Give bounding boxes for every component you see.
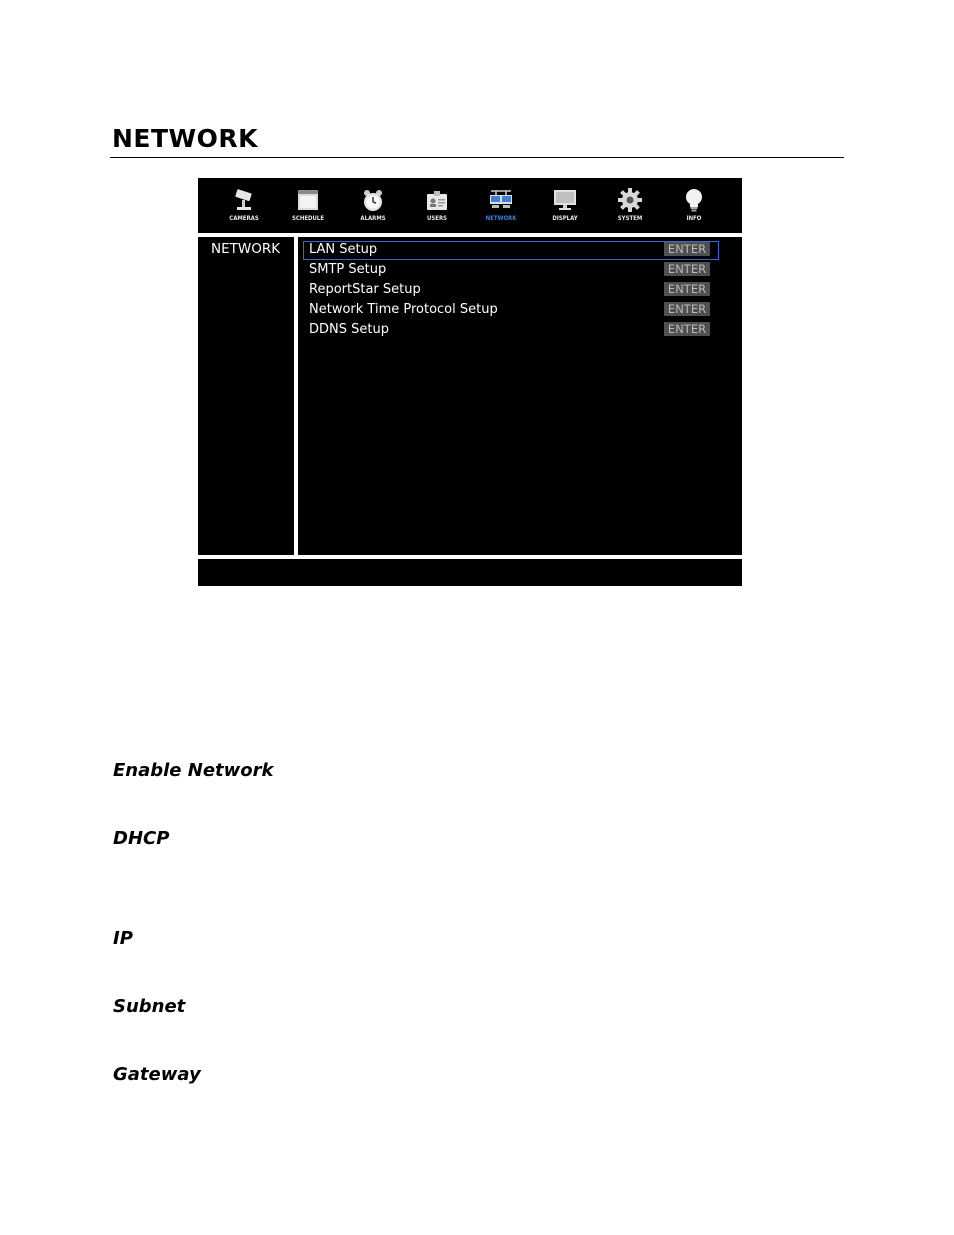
tab-label: NETWORK bbox=[485, 215, 517, 222]
section-heading-gateway: Gateway bbox=[113, 1064, 201, 1085]
menu-item-smtp-setup[interactable] bbox=[303, 261, 717, 278]
tab-label: ALARMS bbox=[360, 215, 386, 222]
tab-display[interactable] bbox=[535, 186, 595, 232]
menu-item-ntp-setup[interactable] bbox=[303, 301, 717, 318]
enter-button[interactable]: ENTER bbox=[664, 322, 710, 336]
enter-button[interactable]: ENTER bbox=[664, 262, 710, 276]
tab-label: CAMERAS bbox=[229, 215, 259, 222]
top-icon-bar bbox=[198, 178, 742, 233]
title-divider bbox=[110, 157, 844, 158]
alarm-clock-icon bbox=[361, 188, 385, 212]
menu-item-lan-setup[interactable] bbox=[303, 241, 719, 260]
side-panel-label: NETWORK bbox=[211, 241, 281, 257]
menu-divider bbox=[198, 233, 742, 237]
users-icon bbox=[425, 188, 449, 212]
menu-item-label: Network Time Protocol Setup bbox=[309, 302, 498, 317]
menu-divider bbox=[294, 237, 298, 555]
tab-network[interactable] bbox=[471, 186, 531, 232]
menu-item-reportstar-setup[interactable] bbox=[303, 281, 717, 298]
menu-item-label: SMTP Setup bbox=[309, 262, 387, 277]
tab-label: INFO bbox=[686, 215, 702, 222]
menu-item-label: ReportStar Setup bbox=[309, 282, 421, 297]
tab-alarms[interactable] bbox=[343, 186, 403, 232]
tab-schedule[interactable] bbox=[278, 186, 338, 232]
tab-label: DISPLAY bbox=[552, 215, 578, 222]
gear-icon bbox=[618, 188, 642, 212]
menu-item-label: LAN Setup bbox=[309, 242, 378, 257]
network-icon bbox=[485, 188, 517, 212]
section-heading-dhcp: DHCP bbox=[113, 828, 170, 849]
tab-label: SYSTEM bbox=[617, 215, 643, 222]
enter-button[interactable]: ENTER bbox=[664, 242, 710, 256]
display-icon bbox=[553, 188, 577, 212]
menu-item-label: DDNS Setup bbox=[309, 322, 389, 337]
schedule-icon bbox=[296, 188, 320, 212]
menu-item-ddns-setup[interactable] bbox=[303, 321, 717, 338]
camera-icon bbox=[232, 188, 256, 212]
tab-system[interactable] bbox=[600, 186, 660, 232]
page-title: NETWORK bbox=[112, 124, 259, 153]
enter-button[interactable]: ENTER bbox=[664, 302, 710, 316]
lightbulb-icon bbox=[682, 188, 706, 212]
section-heading-subnet: Subnet bbox=[113, 996, 186, 1017]
section-heading-ip: IP bbox=[113, 928, 133, 949]
section-heading-enable-network: Enable Network bbox=[113, 760, 274, 781]
enter-button[interactable]: ENTER bbox=[664, 282, 710, 296]
dvr-menu-screen bbox=[198, 178, 742, 586]
menu-divider bbox=[198, 555, 742, 559]
tab-users[interactable] bbox=[407, 186, 467, 232]
tab-info[interactable] bbox=[664, 186, 724, 232]
tab-label: USERS bbox=[426, 215, 447, 222]
tab-cameras[interactable] bbox=[214, 186, 274, 232]
tab-label: SCHEDULE bbox=[291, 215, 325, 222]
